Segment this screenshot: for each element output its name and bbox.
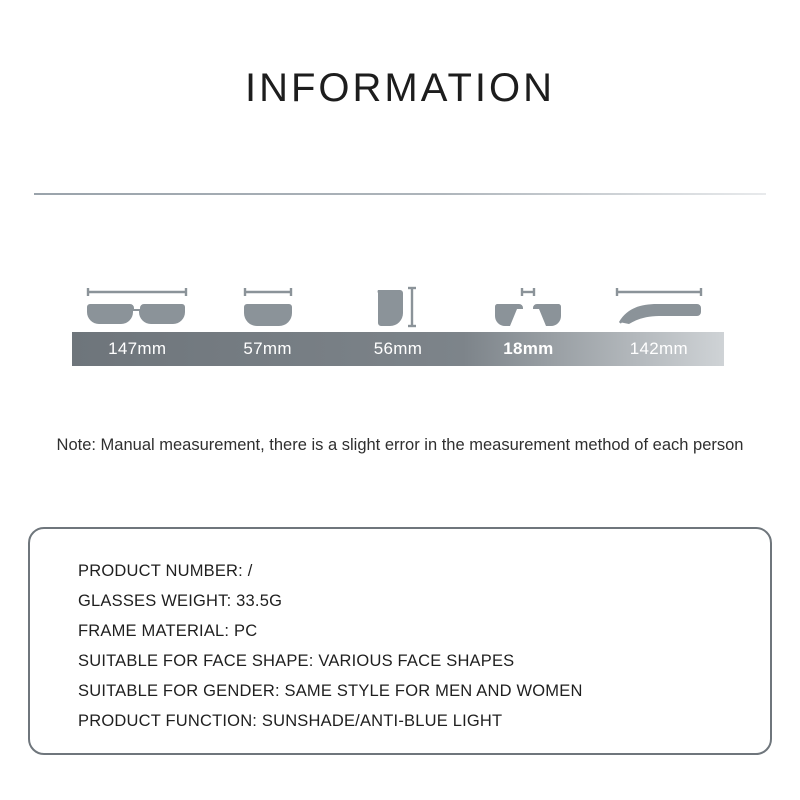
measurement-value: 142mm — [629, 339, 688, 358]
specification-list — [78, 556, 750, 736]
header-divider — [34, 193, 766, 195]
measurement-icon-cell — [594, 262, 724, 332]
list-item: GLASSES WEIGHT: 33.5G — [78, 592, 283, 610]
list-item: SUITABLE FOR FACE SHAPE: VARIOUS FACE SHAPES — [78, 652, 515, 670]
list-item: PRODUCT FUNCTION: SUNSHADE/ANTI-BLUE LIGHT — [78, 712, 503, 730]
list-item: FRAME MATERIAL: PC — [78, 622, 258, 640]
measurement-icon-cell — [72, 262, 202, 332]
lens-width-icon — [233, 282, 303, 332]
bridge-width-icon — [493, 282, 563, 332]
measurement-note: Note: Manual measurement, there is a slight error in the measurement method of each person — [56, 436, 744, 454]
measurement-value: 56mm — [373, 339, 423, 358]
lens-height-icon — [368, 282, 428, 332]
temple-arm-icon — [609, 282, 709, 332]
measurement-icon-cell — [333, 262, 463, 332]
measurement-icons-row — [72, 262, 724, 332]
measurement-icon-cell — [202, 262, 332, 332]
measurement-section — [72, 262, 724, 366]
page-title: INFORMATION — [244, 66, 555, 110]
measurement-labels-row — [72, 332, 724, 366]
measurement-value: 147mm — [108, 339, 167, 358]
measurement-value: 57mm — [243, 339, 292, 358]
list-item: PRODUCT NUMBER: / — [78, 562, 253, 580]
glasses-front-icon — [82, 282, 192, 332]
specification-box — [28, 527, 772, 755]
list-item: SUITABLE FOR GENDER: SAME STYLE FOR MEN AND WOMEN — [78, 682, 583, 700]
measurement-icon-cell — [463, 262, 593, 332]
measurement-value: 18mm — [503, 339, 554, 358]
